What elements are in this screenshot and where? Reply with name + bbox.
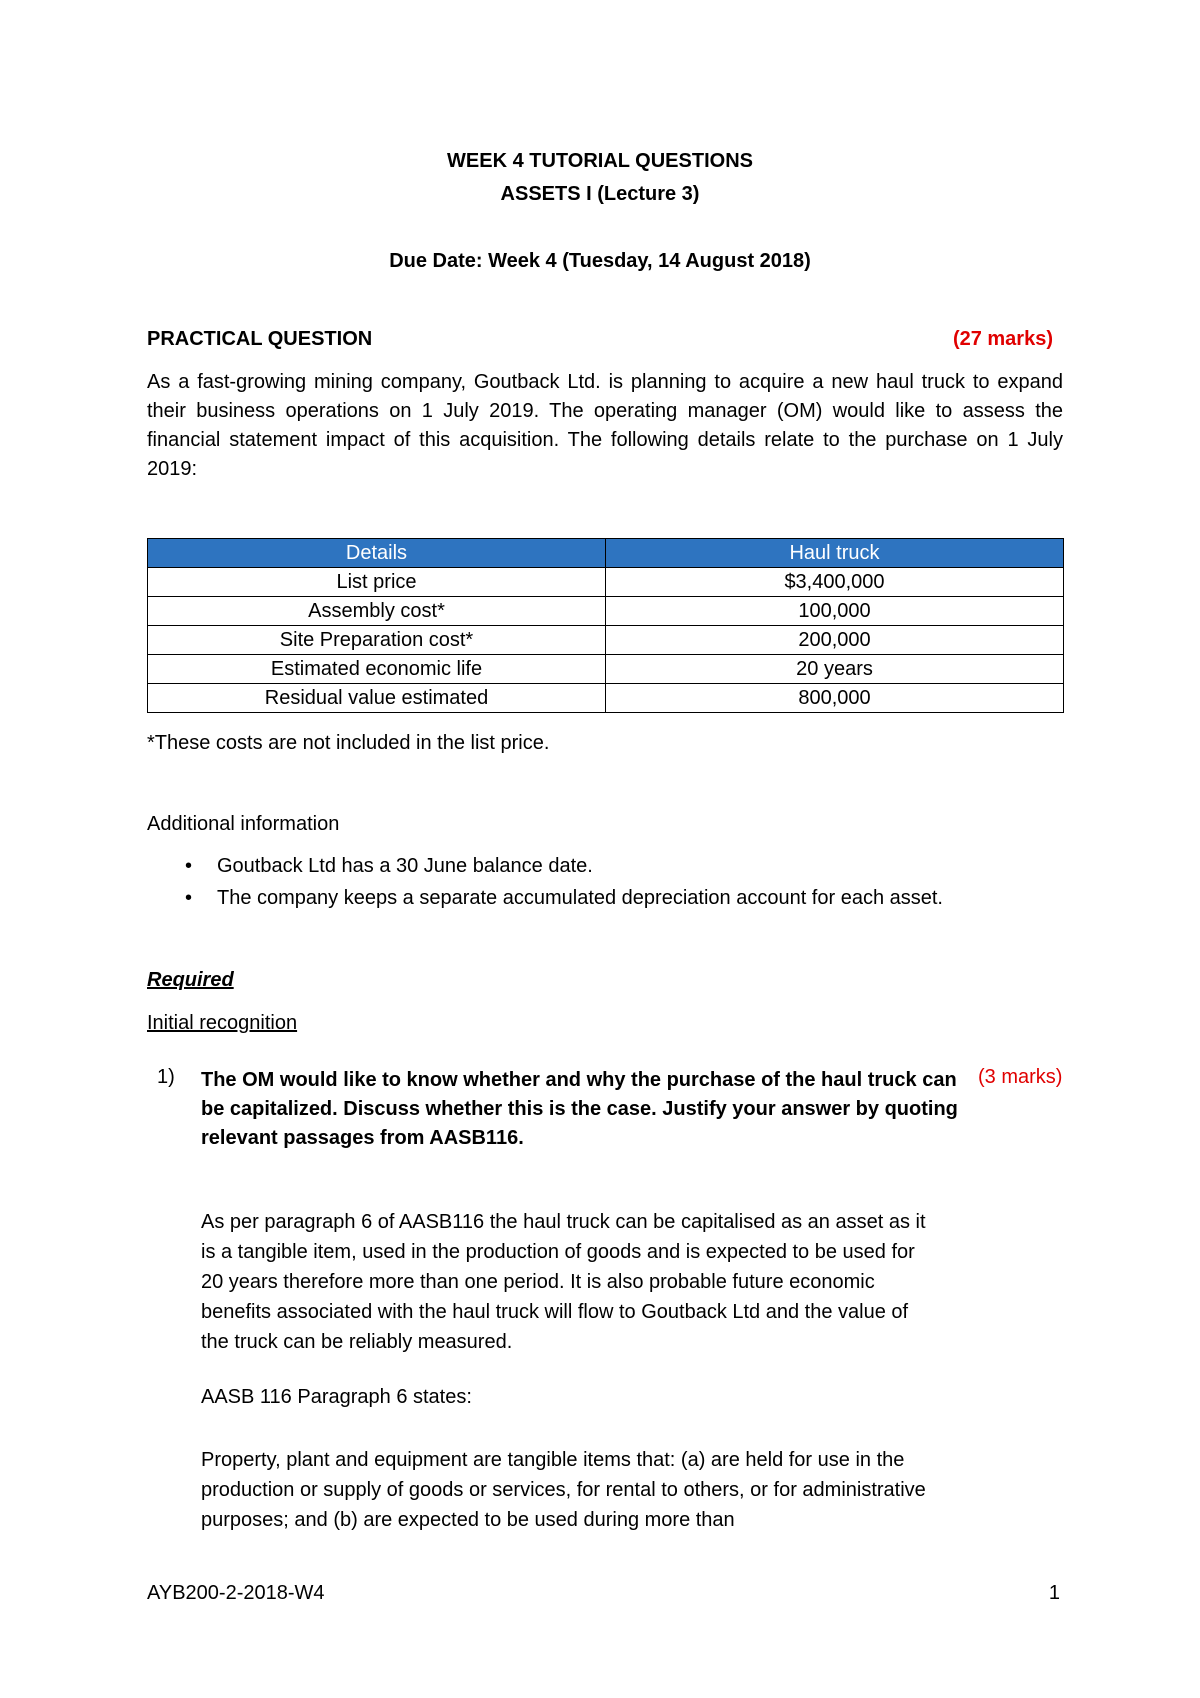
- table-header-row: [148, 539, 1064, 568]
- initial-recognition-heading: Initial recognition: [147, 1012, 298, 1034]
- table-cell-value: 100,000: [606, 597, 1064, 626]
- details-table: [147, 538, 1064, 713]
- list-item: [147, 850, 1067, 882]
- bullet-text: Goutback Ltd has a 30 June balance date.: [217, 855, 593, 877]
- quote-text: Property, plant and equipment are tangible items that: (a) are held for use in the production or supply of goods or services, for rental to others, or for administrative purposes; and (b) are expected to be used during more than: [201, 1449, 926, 1531]
- answer-text: As per paragraph 6 of AASB116 the haul truck can be capitalised as an asset as it is a tangible item, used in the production of goods and is expected to be used for 20 years therefore more than one period. It is also probable future economic benefits associated with the haul truck will flow to Goutback Ltd and the value of the truck can be reliably measured.: [201, 1211, 926, 1353]
- question-text: The OM would like to know whether and why the purchase of the haul truck can be capitalized. Discuss whether this is the case. Justify your answer by quoting relevant passages from AASB116.: [201, 1069, 958, 1149]
- list-item: [147, 882, 1067, 914]
- table-cell-value: 200,000: [606, 626, 1064, 655]
- question-marks: (3 marks): [978, 1066, 1063, 1088]
- required-heading: Required: [147, 969, 234, 991]
- practical-marks: (27 marks): [952, 328, 1053, 350]
- table-cell-value: 20 years: [606, 655, 1064, 684]
- table-cell-value: 800,000: [606, 684, 1064, 713]
- table-cell-value: $3,400,000: [606, 568, 1064, 597]
- table-row: [148, 655, 1064, 684]
- page-title: WEEK 4 TUTORIAL QUESTIONS: [447, 150, 753, 172]
- question-number: 1): [157, 1066, 175, 1088]
- additional-bullets: [147, 850, 1067, 914]
- table-row: [148, 568, 1064, 597]
- bullet-icon: •: [185, 887, 193, 909]
- table-cell-label: List price: [148, 568, 606, 597]
- due-date: Due Date: Week 4 (Tuesday, 14 August 2018): [389, 250, 811, 272]
- table-row: [148, 626, 1064, 655]
- table-cell-label: Estimated economic life: [148, 655, 606, 684]
- table-row: [148, 684, 1064, 713]
- table-header-details: Details: [148, 539, 606, 568]
- page-number: 1: [1048, 1582, 1060, 1604]
- practical-intro: As a fast-growing mining company, Goutback Ltd. is planning to acquire a new haul truck to expand their business operations on 1 July 2019. The operating manager (OM) would like to assess the financial statement impact of this acquisition. The following details relate to the purchase on 1 July 2019:: [147, 371, 1063, 480]
- quote-intro: AASB 116 Paragraph 6 states:: [201, 1386, 472, 1408]
- bullet-icon: •: [185, 855, 193, 877]
- table-footnote: *These costs are not included in the list price.: [147, 732, 550, 754]
- table-cell-label: Assembly cost*: [148, 597, 606, 626]
- table-cell-label: Site Preparation cost*: [148, 626, 606, 655]
- additional-heading: Additional information: [147, 813, 340, 835]
- table-header-haul-truck: Haul truck: [606, 539, 1064, 568]
- table-row: [148, 597, 1064, 626]
- bullet-text: The company keeps a separate accumulated depreciation account for each asset.: [217, 887, 943, 909]
- practical-heading: PRACTICAL QUESTION: [147, 328, 373, 350]
- page-subtitle: ASSETS I (Lecture 3): [500, 183, 700, 205]
- table-cell-label: Residual value estimated: [148, 684, 606, 713]
- footer-code: AYB200-2-2018-W4: [147, 1582, 325, 1604]
